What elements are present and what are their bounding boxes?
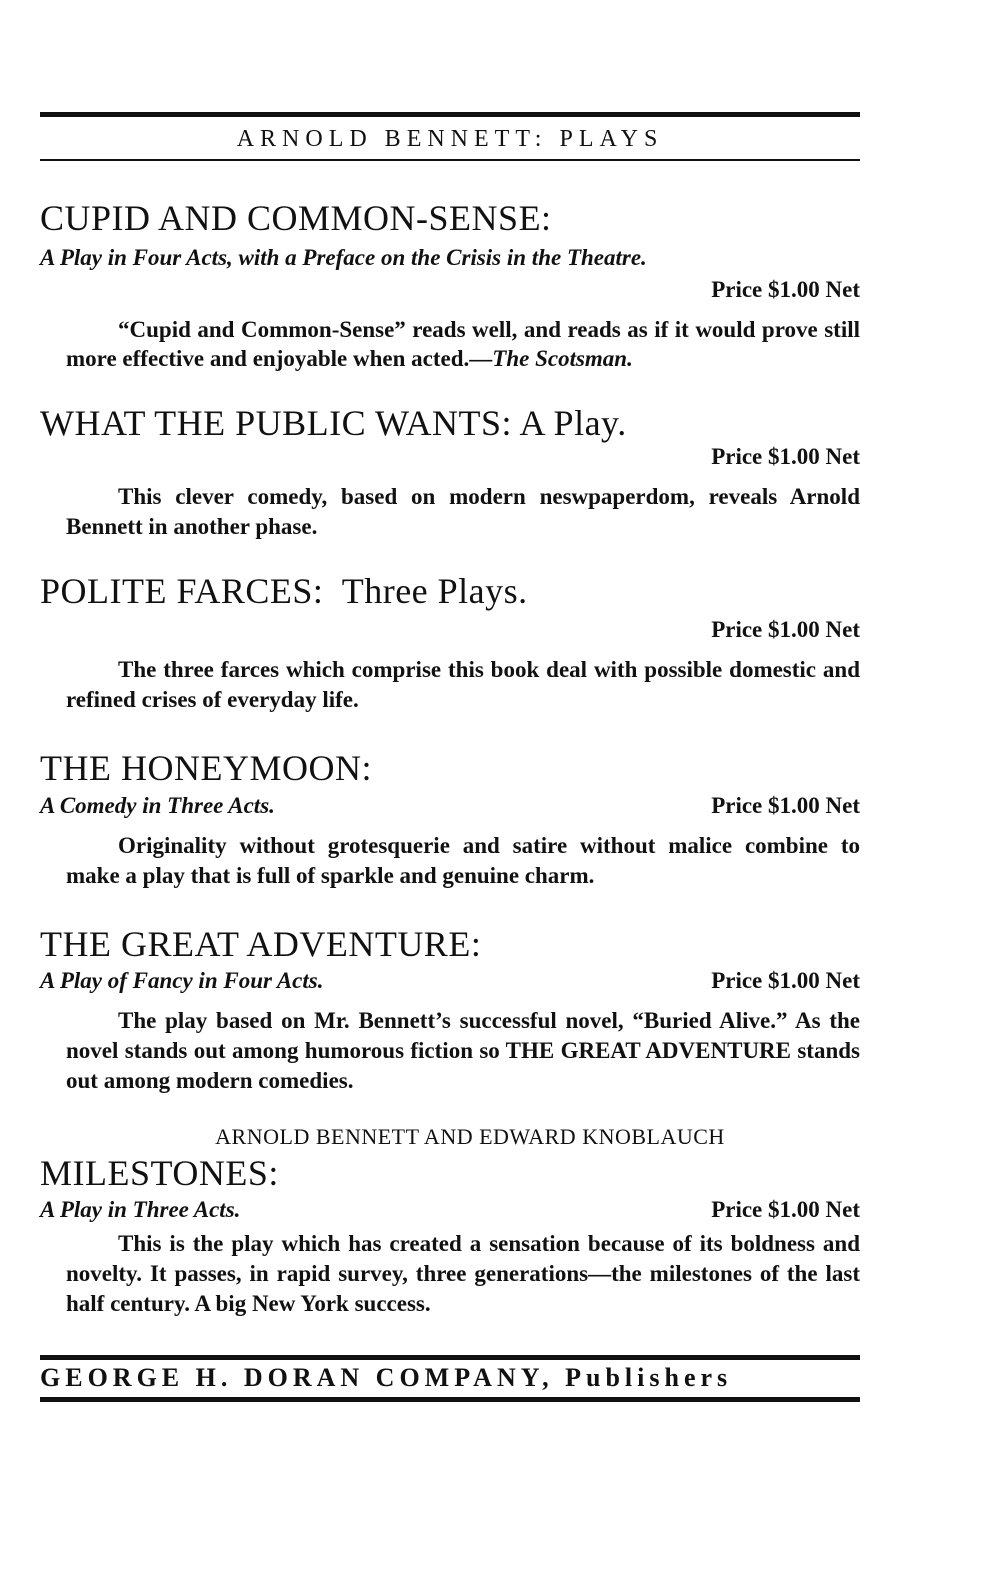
play-description <box>66 315 860 375</box>
play-price: Price $1.00 Net <box>711 1197 860 1223</box>
header-bottom-rule <box>40 159 860 161</box>
play-description: This is the play which has created a sensation because of its boldness and novelty. It passes, in rapid survey, three generations—the milestones of the last half century. A big New York success. <box>66 1231 860 1317</box>
play-subtitle: A Play of Fancy in Four Acts. <box>40 968 324 994</box>
catalog-page <box>40 112 860 1402</box>
description-attribution: The Scotsman. <box>492 346 633 372</box>
play-subtitle: A Comedy in Three Acts. <box>40 792 275 818</box>
publisher-name: GEORGE H. DORAN COMPANY, Publishers <box>40 1363 733 1393</box>
play-subtitle: A Play in Four Acts, with a Preface on the Crisis in the Theatre. <box>40 244 647 270</box>
subtitle-price-row <box>40 793 860 819</box>
play-subtitle: A Play in Three Acts. <box>40 1197 241 1223</box>
play-entry-public-wants <box>40 404 860 541</box>
play-description: The three farces which comprise this book deal with possible domestic and refined crises of everyday life. <box>66 657 860 713</box>
subtitle-price-row <box>40 1197 860 1223</box>
play-entry-honeymoon <box>40 749 860 890</box>
play-title: WHAT THE PUBLIC WANTS: A Play. <box>40 403 627 444</box>
play-price: Price $1.00 Net <box>711 443 860 469</box>
play-description: This clever comedy, based on modern neswpaperdom, reveals Arnold Bennett in another phase. <box>66 483 860 539</box>
play-title: POLITE FARCES: Three Plays. <box>40 570 528 611</box>
play-description: Originality without grotesquerie and satire without malice combine to make a play that is full of sparkle and genuine charm. <box>66 832 860 888</box>
play-title: THE HONEYMOON: <box>40 748 372 789</box>
description-text: “Cupid and Common-Sense” reads well, and reads as if it would prove still more effective and enjoyable when acted.— <box>66 316 860 372</box>
play-title: MILESTONES: <box>40 1152 279 1193</box>
publisher-footer <box>40 1355 860 1402</box>
play-price: Price $1.00 Net <box>711 276 860 302</box>
play-title: THE GREAT ADVENTURE: <box>40 923 482 964</box>
play-entry-cupid <box>40 199 860 374</box>
play-price: Price $1.00 Net <box>711 792 860 818</box>
play-entry-polite-farces <box>40 572 860 715</box>
play-entry-great-adventure <box>40 925 860 1096</box>
play-description: The play based on Mr. Bennett’s successful novel, “Buried Alive.” As the novel stands out among humorous fiction so THE GREAT ADVENTURE stands out among modern comedies. <box>66 1008 860 1093</box>
subtitle-price-row <box>40 968 860 994</box>
play-price: Price $1.00 Net <box>711 617 860 643</box>
play-entry-milestones <box>40 1154 860 1319</box>
play-title: CUPID AND COMMON-SENSE: <box>40 198 552 238</box>
co-authors-line: ARNOLD BENNETT AND EDWARD KNOBLAUCH <box>215 1123 725 1149</box>
play-price: Price $1.00 Net <box>711 968 860 994</box>
page-header: ARNOLD BENNETT: PLAYS <box>236 126 664 152</box>
footer-bottom-rule <box>40 1397 860 1402</box>
